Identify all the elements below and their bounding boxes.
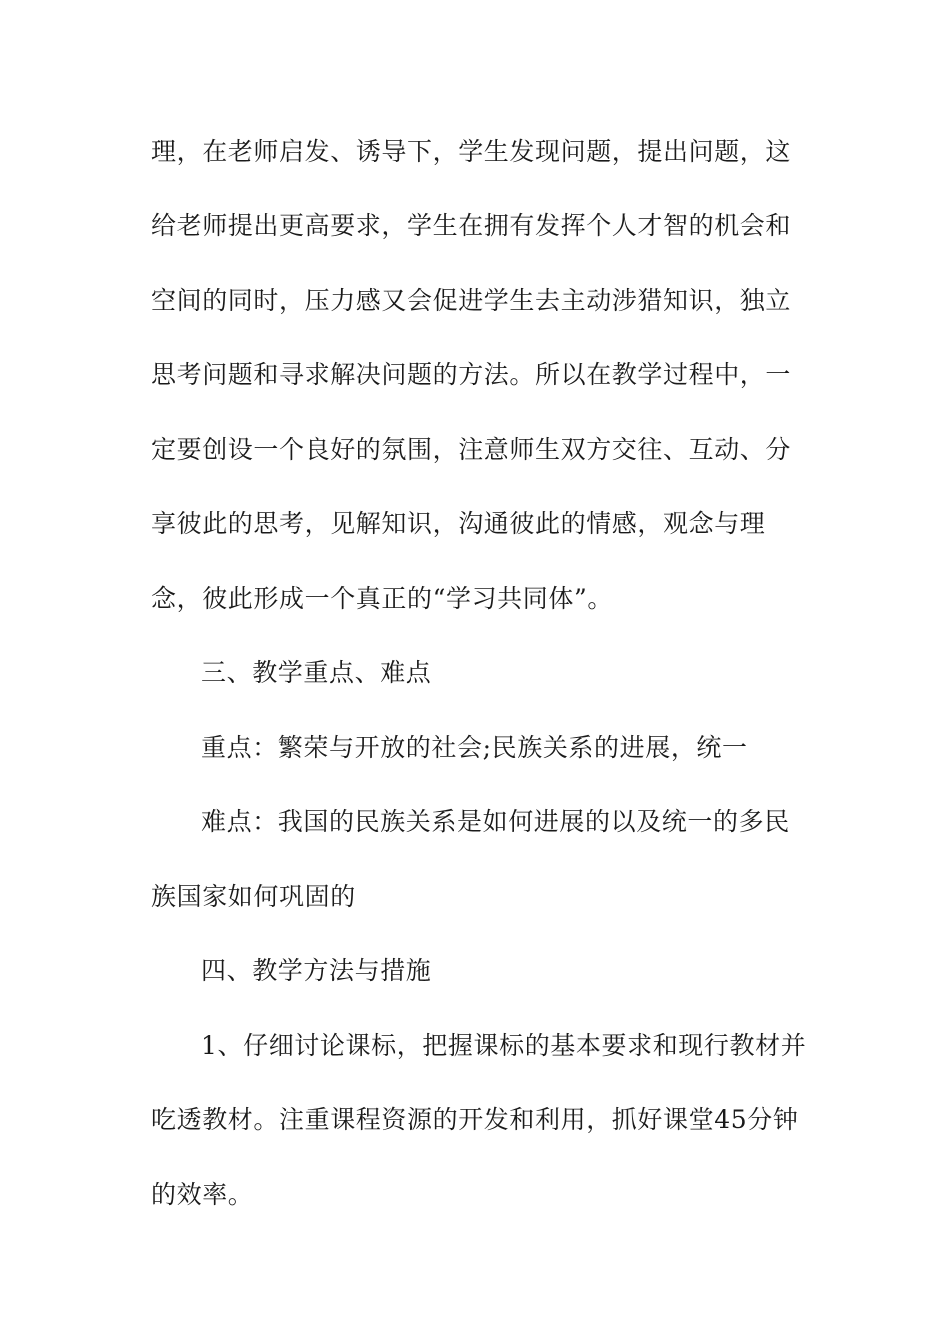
paragraph-line: 享彼此的思考，见解知识，沟通彼此的情感，观念与理 bbox=[151, 509, 766, 538]
difficulty-line: 难点：我国的民族关系是如何进展的以及统一的多民 bbox=[201, 807, 790, 836]
paragraph-line: 思考问题和寻求解决问题的方法。所以在教学过程中，一 bbox=[151, 360, 792, 389]
paragraph-line: 族国家如何巩固的 bbox=[151, 882, 356, 911]
paragraph-line: 念，彼此形成一个真正的“学习共同体”。 bbox=[151, 584, 613, 613]
paragraph-line: 吃透教材。注重课程资源的开发和利用，抓好课堂45分钟 bbox=[151, 1105, 799, 1134]
paragraph-line: 定要创设一个良好的氛围，注意师生双方交往、互动、分 bbox=[151, 435, 792, 464]
paragraph-line: 的效率。 bbox=[151, 1180, 254, 1209]
key-point-line: 重点：繁荣与开放的社会;民族关系的进展，统一 bbox=[201, 733, 748, 762]
paragraph-line: 空间的同时，压力感又会促进学生去主动涉猎知识，独立 bbox=[151, 286, 792, 315]
section-heading-key-points: 三、教学重点、难点 bbox=[201, 658, 432, 687]
paragraph-line: 给老师提出更高要求，学生在拥有发挥个人才智的机会和 bbox=[151, 211, 792, 240]
list-item-line: 1、仔细讨论课标，把握课标的基本要求和现行教材并 bbox=[201, 1031, 807, 1060]
section-heading-methods: 四、教学方法与措施 bbox=[201, 956, 432, 985]
paragraph-line: 理，在老师启发、诱导下，学生发现问题，提出问题，这 bbox=[151, 137, 792, 166]
